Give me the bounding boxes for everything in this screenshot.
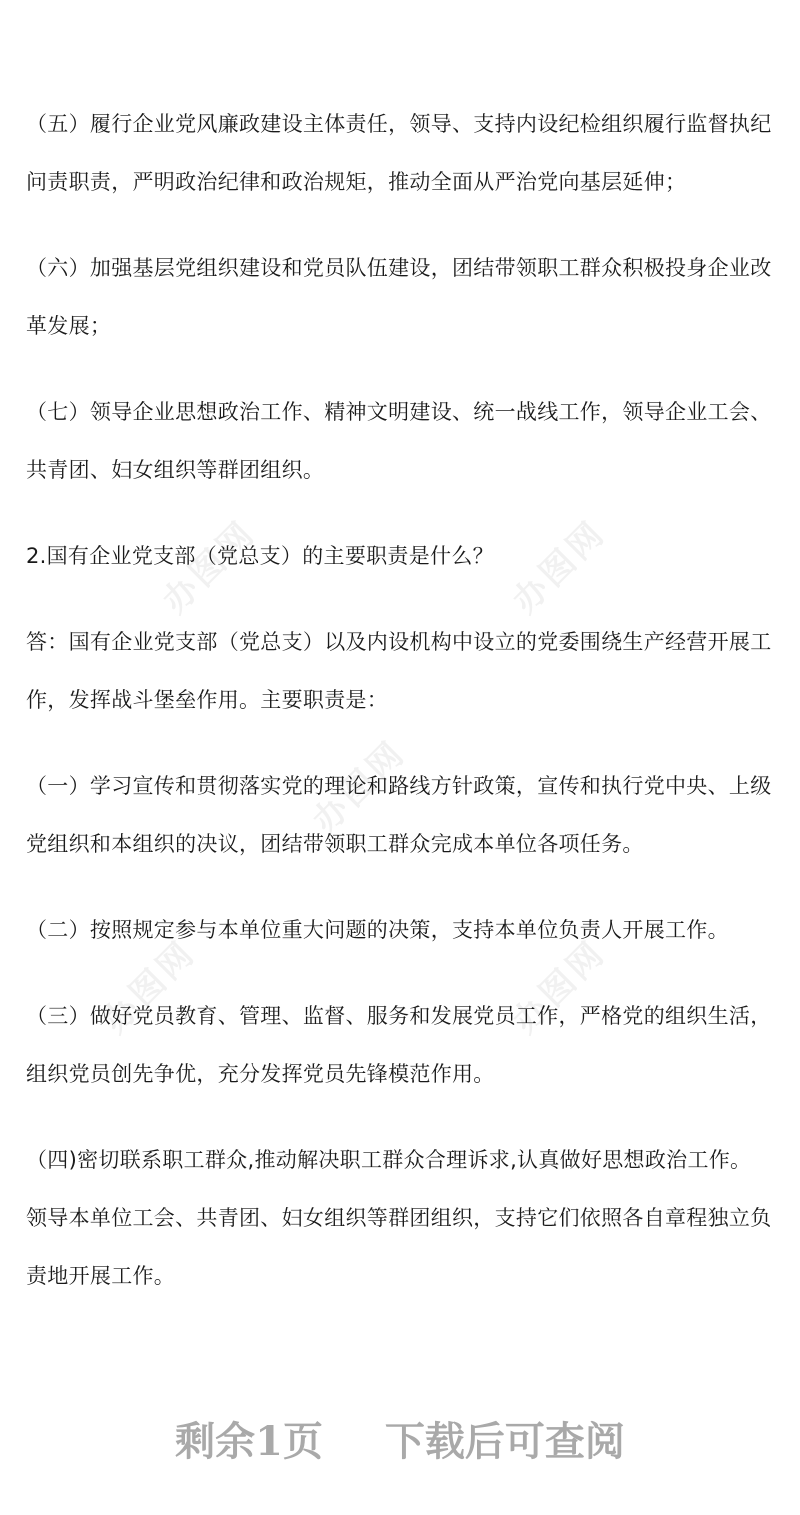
watermark: 办图网 — [95, 932, 204, 1042]
text-line: （七）领导企业思想政治工作、精神文明建设、统一战线工作，领导企业工会、 — [26, 400, 772, 424]
text-line: （二）按照规定参与本单位重大问题的决策，支持本单位负责人开展工作。 — [26, 918, 729, 942]
watermark: 办图网 — [305, 732, 414, 842]
watermark: 办图网 — [505, 512, 614, 622]
paragraph-4 — [26, 1131, 778, 1305]
paragraph-3 — [26, 987, 778, 1103]
paragraph-7 — [26, 383, 778, 499]
text-line: 革发展； — [26, 314, 112, 338]
answer-intro — [26, 613, 778, 729]
text-line: （三）做好党员教育、管理、监督、服务和发展党员工作，严格党的组织生活， — [26, 1004, 772, 1028]
remaining-pages-text: 剩余1页 — [175, 1418, 323, 1465]
question-heading — [26, 527, 778, 585]
watermark: 办图网 — [505, 932, 614, 1042]
download-prompt[interactable] — [0, 1410, 800, 1467]
text-line: 共青团、妇女组织等群团组织。 — [26, 458, 325, 482]
text-line: （六）加强基层党组织建设和党员队伍建设，团结带领职工群众积极投身企业改 — [26, 256, 772, 280]
paragraph-2 — [26, 901, 778, 959]
document-body — [26, 95, 778, 1333]
paragraph-1 — [26, 757, 778, 873]
text-line: 作，发挥战斗堡垒作用。主要职责是： — [26, 688, 389, 712]
text-line: 问责职责，严明政治纪律和政治规矩，推动全面从严治党向基层延伸； — [26, 170, 687, 194]
watermark: 办图网 — [155, 512, 264, 622]
text-line: （四)密切联系职工群众,推动解决职工群众合理诉求,认真做好思想政治工作。 — [26, 1148, 752, 1172]
text-line: 答：国有企业党支部（党总支）以及内设机构中设立的党委围绕生产经营开展工 — [26, 630, 772, 654]
paragraph-6 — [26, 239, 778, 355]
text-line: 党组织和本组织的决议，团结带领职工群众完成本单位各项任务。 — [26, 832, 644, 856]
download-to-view-text: 下载后可查阅 — [384, 1418, 625, 1465]
text-line: 领导本单位工会、共青团、妇女组织等群团组织，支持它们依照各自章程独立负 — [26, 1206, 772, 1230]
text-line: （五）履行企业党风廉政建设主体责任，领导、支持内设纪检组织履行监督执纪 — [26, 112, 772, 136]
text-line: 组织党员创先争优，充分发挥党员先锋模范作用。 — [26, 1062, 495, 1086]
text-line: 2.国有企业党支部（党总支）的主要职责是什么？ — [26, 544, 494, 568]
text-line: （一）学习宣传和贯彻落实党的理论和路线方针政策，宣传和执行党中央、上级 — [26, 774, 772, 798]
paragraph-5 — [26, 95, 778, 211]
text-line: 责地开展工作。 — [26, 1264, 176, 1288]
